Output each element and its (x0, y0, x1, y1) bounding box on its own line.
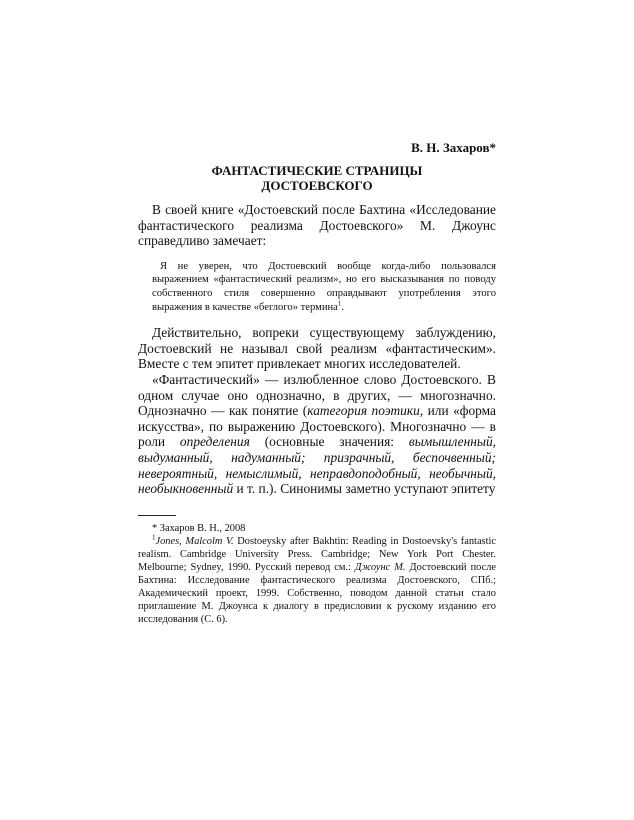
title-line-1: ФАНТАСТИЧЕСКИЕ СТРАНИЦЫ (211, 163, 423, 178)
p3-italic-1: категория поэтики, (307, 403, 424, 419)
footnote-1-author: Jones, Malcolm V. (155, 535, 234, 547)
article-title (138, 163, 496, 193)
footnote-star: * Захаров В. Н., 2008 (152, 522, 246, 534)
quote-paragraph: Я не уверен, что Достоевский вообще когда-либо пользовался выражением «фантастический реализм», но его высказывания по поводу собственного стиля совершенно оправдывают употребления этого выражения в качестве «беглого» термина$^1$. (152, 260, 496, 313)
footnote-1 (138, 535, 496, 626)
footnote-1-text-2: Достоевский после Бахтина: Исследование фантастического реализма Достоевского, СПб.; Академический проект, 1999. Собственно, поводом данной статьи стало приглашение М. Джоунса к диалогу в предисловии к рускому изданию его исследования (С. 6). (138, 561, 497, 625)
paragraph-3 (138, 372, 496, 497)
p3-text-4: и т. п.). Синонимы заметно уступают эпитету (233, 481, 496, 497)
author-name: В. Н. Захаров* (411, 140, 496, 155)
footnote-1-mark: 1 (152, 533, 156, 542)
intro-paragraph: В своей книге «Достоевский после Бахтина «Исследование фантастического реализма Достоевского» М. Джоунс справедливо замечает: (138, 202, 496, 249)
title-line-2: ДОСТОЕВСКОГО (261, 178, 373, 193)
footnote-1-author-ru: Джоунс М. (354, 561, 406, 573)
block-quote (152, 260, 496, 314)
p3-text-1: «Фантастический» — излюбленное слово Достоевского. В одном случае оно однозначно, в других, — многозначно. Однозначно — как понятие ( (138, 371, 496, 419)
paragraph-2: Действительно, вопреки существующему заблуждению, Достоевский не называл свой реализм «фантастическим». Вместе с тем эпитет привлекает многих исследователей. (138, 325, 496, 372)
p3-italic-2: определения (179, 434, 250, 450)
document-page (138, 140, 496, 626)
quote-text: Я не уверен, что Достоевский вообще когда-либо пользовался выражением «фантастический реализм», но его высказывания по поводу собственного стиля совершенно оправдывают употребления этого выражения в качестве «беглого» термина (152, 260, 496, 313)
footnotes (138, 522, 496, 626)
p3-text-2: или «форма искусства», по выражению Достоевского). Многозначно — в роли (138, 403, 496, 450)
footnote-ref-1[interactable]: 1 (337, 299, 342, 308)
footnote-1-text-1: Dostoeysky after Bakhtin: Reading in Dostoevsky's fantastic realism. Cambridge University Press. Cambridge; New York Port Chester. Melbourne; Sydney, 1990. Русский перевод см.: (138, 535, 496, 573)
p3-italic-3: вымышленный, выдуманный, надуманный; призрачный, беспочвенный; невероятный, немыслимый, неправдоподобный, необычный, необыкновенный (138, 434, 496, 497)
p3-text-3: (основные значения: (249, 434, 409, 450)
footnote-divider (138, 515, 176, 516)
